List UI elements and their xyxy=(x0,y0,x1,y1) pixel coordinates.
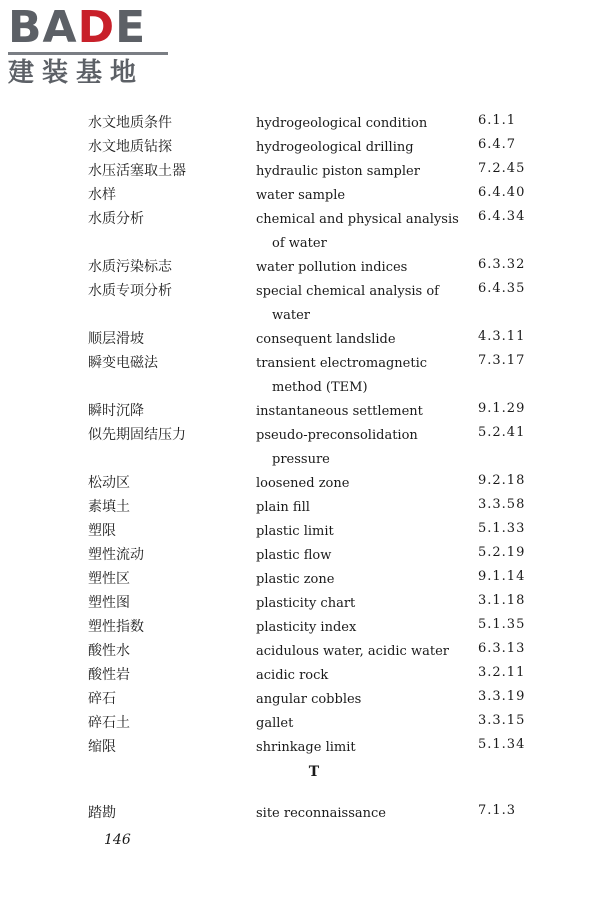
entry-english-term xyxy=(256,664,471,688)
entry-clause-number: 9.1.14 xyxy=(478,569,526,584)
entry-english-line1: plastic limit xyxy=(256,524,334,539)
entry-chinese-term: 水质污染标志 xyxy=(88,259,172,275)
entry-english-term xyxy=(256,592,471,616)
entry-chinese-term: 似先期固结压力 xyxy=(88,427,186,443)
entry-chinese-term: 瞬时沉降 xyxy=(88,403,144,419)
entry-english-term xyxy=(256,112,471,136)
entry-english-term xyxy=(256,184,471,208)
entry-clause-number: 6.4.40 xyxy=(478,185,526,200)
glossary-entry xyxy=(0,470,600,494)
entry-english-line1: chemical and physical analysis xyxy=(256,212,459,227)
page-number: 146 xyxy=(104,832,131,848)
entry-english-line2: of water xyxy=(272,236,327,251)
entry-english-line1: gallet xyxy=(256,716,294,731)
entry-english-term xyxy=(256,256,471,280)
glossary-entry xyxy=(0,494,600,518)
entry-clause-number: 5.1.33 xyxy=(478,521,526,536)
bade-logo xyxy=(8,2,178,89)
glossary-entry xyxy=(0,638,600,662)
entry-english-term xyxy=(256,520,471,544)
entry-english-line1: hydrogeological condition xyxy=(256,116,428,131)
glossary-entry xyxy=(0,398,600,422)
entry-clause-number: 6.3.32 xyxy=(478,257,526,272)
entry-clause-number: 3.3.19 xyxy=(478,689,526,704)
entry-chinese-term: 塑性区 xyxy=(88,571,130,587)
entry-english-line1: plastic flow xyxy=(256,548,332,563)
entry-english-term xyxy=(256,328,471,352)
glossary-entry xyxy=(0,734,600,758)
entry-english-term xyxy=(256,640,471,664)
entry-english-term xyxy=(256,472,471,496)
entry-english-line1: acidic rock xyxy=(256,668,329,683)
entry-chinese-term: 塑限 xyxy=(88,523,116,539)
glossary-entry xyxy=(0,800,600,824)
entry-english-line1: water sample xyxy=(256,188,346,203)
entry-clause-number: 6.4.34 xyxy=(478,209,526,224)
entry-english-term xyxy=(256,544,471,568)
glossary-entry xyxy=(0,134,600,158)
entry-english-term xyxy=(256,136,471,160)
glossary-entry xyxy=(0,686,600,710)
entry-chinese-term: 松动区 xyxy=(88,475,130,491)
entry-english-term xyxy=(256,352,471,400)
entry-english-term xyxy=(256,280,471,328)
entry-english-term xyxy=(256,568,471,592)
entry-clause-number: 5.1.35 xyxy=(478,617,526,632)
entry-chinese-term: 顺层滑坡 xyxy=(88,331,144,347)
entry-chinese-term: 瞬变电磁法 xyxy=(88,355,158,371)
entry-chinese-term: 缩限 xyxy=(88,739,116,755)
entry-english-line1: acidulous water, acidic water xyxy=(256,644,449,659)
entry-clause-number: 9.2.18 xyxy=(478,473,526,488)
entry-english-line2: method (TEM) xyxy=(272,380,368,395)
entry-clause-number: 7.3.17 xyxy=(478,353,526,368)
entry-chinese-term: 水质分析 xyxy=(88,211,144,227)
glossary-entry xyxy=(0,326,600,350)
entry-english-line1: plasticity index xyxy=(256,620,357,635)
entry-chinese-term: 塑性流动 xyxy=(88,547,144,563)
entry-english-term xyxy=(256,400,471,424)
entry-english-line1: hydrogeological drilling xyxy=(256,140,414,155)
entry-chinese-term: 素填土 xyxy=(88,499,130,515)
entry-clause-number: 9.1.29 xyxy=(478,401,526,416)
entry-clause-number: 5.2.19 xyxy=(478,545,526,560)
entry-chinese-term: 塑性图 xyxy=(88,595,130,611)
glossary-entries xyxy=(0,110,600,758)
entry-english-term xyxy=(256,802,471,826)
entry-english-line1: angular cobbles xyxy=(256,692,362,707)
entry-english-line1: plasticity chart xyxy=(256,596,356,611)
entry-english-term xyxy=(256,160,471,184)
entry-clause-number: 4.3.11 xyxy=(478,329,526,344)
entry-chinese-term: 水文地质钻探 xyxy=(88,139,172,155)
glossary-entry xyxy=(0,662,600,686)
logo-prefix: BA xyxy=(8,2,78,53)
entry-clause-number: 5.2.41 xyxy=(478,425,526,440)
entry-english-line1: site reconnaissance xyxy=(256,806,386,821)
entry-clause-number: 6.4.35 xyxy=(478,281,526,296)
entry-clause-number: 7.1.3 xyxy=(478,803,517,818)
entry-english-term xyxy=(256,688,471,712)
glossary-entry xyxy=(0,422,600,470)
glossary-entry xyxy=(0,110,600,134)
glossary-entry xyxy=(0,590,600,614)
entry-clause-number: 3.3.15 xyxy=(478,713,526,728)
entry-english-line1: instantaneous settlement xyxy=(256,404,423,419)
section-heading: T xyxy=(308,764,320,780)
entry-clause-number: 7.2.45 xyxy=(478,161,526,176)
entry-chinese-term: 水样 xyxy=(88,187,116,203)
glossary-entry xyxy=(0,182,600,206)
logo-wordmark xyxy=(8,2,178,53)
entry-english-line2: pressure xyxy=(272,452,330,467)
entry-english-term xyxy=(256,712,471,736)
glossary-entry xyxy=(0,278,600,326)
logo-subtitle: 建装基地 xyxy=(8,58,145,88)
entry-clause-number: 5.1.34 xyxy=(478,737,526,752)
entry-english-line1: consequent landslide xyxy=(256,332,396,347)
entry-english-line1: shrinkage limit xyxy=(256,740,356,755)
glossary-entry xyxy=(0,206,600,254)
glossary-entry xyxy=(0,542,600,566)
glossary-entry xyxy=(0,518,600,542)
entry-clause-number: 6.1.1 xyxy=(478,113,517,128)
entry-english-line1: water pollution indices xyxy=(256,260,408,275)
glossary-entry xyxy=(0,710,600,734)
entry-english-line1: plain fill xyxy=(256,500,310,515)
entry-clause-number: 3.3.58 xyxy=(478,497,526,512)
entry-chinese-term: 酸性水 xyxy=(88,643,130,659)
entry-english-term xyxy=(256,424,471,472)
entry-english-term xyxy=(256,616,471,640)
entry-chinese-term: 碎石 xyxy=(88,691,116,707)
entry-clause-number: 6.4.7 xyxy=(478,137,517,152)
glossary-entry xyxy=(0,566,600,590)
entry-english-line1: hydraulic piston sampler xyxy=(256,164,420,179)
logo-suffix: E xyxy=(115,2,147,53)
entry-chinese-term: 塑性指数 xyxy=(88,619,144,635)
entry-english-term xyxy=(256,736,471,760)
entry-chinese-term: 水质专项分析 xyxy=(88,283,172,299)
entry-english-line1: pseudo-preconsolidation xyxy=(256,428,418,443)
logo-accent-letter: D xyxy=(77,2,116,53)
entry-clause-number: 6.3.13 xyxy=(478,641,526,656)
entry-chinese-term: 踏勘 xyxy=(88,805,116,821)
entry-english-term xyxy=(256,208,471,256)
glossary-entry xyxy=(0,350,600,398)
entry-english-term xyxy=(256,496,471,520)
glossary-entry xyxy=(0,614,600,638)
entry-english-line1: loosened zone xyxy=(256,476,350,491)
entry-clause-number: 3.2.11 xyxy=(478,665,526,680)
entry-chinese-term: 水文地质条件 xyxy=(88,115,172,131)
entry-english-line1: special chemical analysis of xyxy=(256,284,439,299)
entry-chinese-term: 酸性岩 xyxy=(88,667,130,683)
glossary-entry xyxy=(0,254,600,278)
entry-chinese-term: 碎石土 xyxy=(88,715,130,731)
entry-english-line1: transient electromagnetic xyxy=(256,356,428,371)
entry-clause-number: 3.1.18 xyxy=(478,593,526,608)
entry-english-line1: plastic zone xyxy=(256,572,335,587)
glossary-entry xyxy=(0,158,600,182)
entry-chinese-term: 水压活塞取土器 xyxy=(88,163,186,179)
entry-english-line2: water xyxy=(272,308,311,323)
